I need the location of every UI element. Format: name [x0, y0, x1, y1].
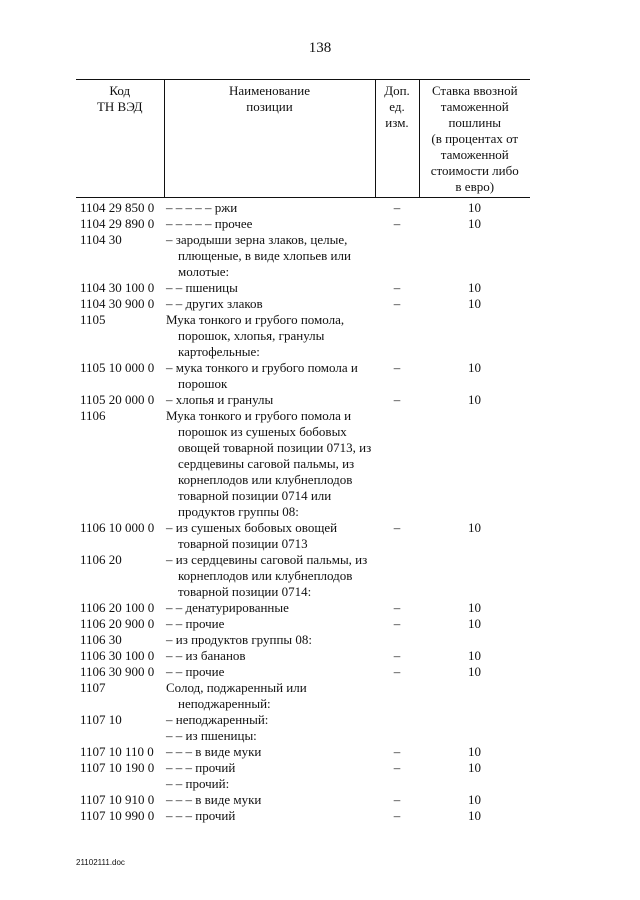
- row-unit: –: [393, 392, 401, 407]
- row-code: 1106 20 100 0: [80, 600, 155, 615]
- table-row: [76, 664, 530, 680]
- row-rate: 10: [468, 616, 481, 631]
- header-rate-line: стоимости либо: [430, 163, 519, 178]
- table-row: [76, 728, 530, 744]
- row-unit: –: [393, 744, 401, 759]
- row-name-text: – – прочие: [166, 616, 225, 631]
- row-name: [164, 712, 375, 728]
- table-row: [76, 744, 530, 760]
- row-unit: [375, 552, 419, 600]
- row-name: [164, 198, 375, 217]
- row-name-text: – – – – – ржи: [166, 200, 238, 215]
- row-code: [76, 728, 164, 744]
- row-name-text: – – – – – прочее: [166, 216, 253, 231]
- row-name: [164, 392, 375, 408]
- tariff-table: [76, 79, 530, 824]
- table-header: [76, 80, 530, 198]
- row-name: [164, 776, 375, 792]
- row-name-text: – из сушеных бобовых овощей товарной позиции 0713: [166, 520, 338, 551]
- row-unit: [375, 712, 419, 728]
- row-name-text: – – пшеницы: [166, 280, 238, 295]
- row-rate: 10: [468, 216, 481, 231]
- row-rate: [419, 408, 530, 520]
- table-row: [76, 312, 530, 360]
- row-name: [164, 744, 375, 760]
- row-name-text: – – денатурированные: [166, 600, 289, 615]
- row-name: [164, 632, 375, 648]
- header-rate-line: пошлины: [448, 115, 502, 130]
- row-unit: –: [393, 280, 401, 295]
- page-number: 138: [308, 40, 332, 56]
- row-name-text: – – прочий:: [166, 776, 230, 791]
- table-body: [76, 198, 530, 825]
- row-name-text: Солод, поджаренный или неподжаренный:: [166, 680, 307, 711]
- header-rate-line: (в процентах от: [431, 131, 519, 146]
- row-name-text: – хлопья и гранулы: [166, 392, 274, 407]
- header-code: [76, 80, 164, 198]
- row-name-text: Мука тонкого и грубого помола и порошок из сушеных бобовых овощей товарной позиции 0713, из сердцевины саговой пальмы, из корнеплодов или клубнеплодов товарной позиции 0714 или продуктов группы 08:: [166, 408, 372, 519]
- row-rate: 10: [468, 664, 481, 679]
- row-rate: 10: [468, 200, 481, 215]
- table-row: [76, 296, 530, 312]
- row-name: [164, 408, 375, 520]
- row-unit: [375, 408, 419, 520]
- table-row: [76, 632, 530, 648]
- header-name-line: позиции: [246, 99, 293, 114]
- row-name-text: – – из пшеницы:: [166, 728, 257, 743]
- row-name: [164, 648, 375, 664]
- header-rate-line: таможенной: [440, 147, 509, 162]
- row-rate: 10: [468, 648, 481, 663]
- row-name: [164, 792, 375, 808]
- row-code: 1107 10 990 0: [80, 808, 155, 823]
- row-code: 1106 10 000 0: [80, 520, 155, 535]
- footer-file-name: 21102111.doc: [76, 858, 125, 867]
- row-name-text: – – из бананов: [166, 648, 246, 663]
- row-name: [164, 520, 375, 552]
- table-row: [76, 392, 530, 408]
- table-row: [76, 648, 530, 664]
- row-unit: [375, 728, 419, 744]
- row-rate: [419, 232, 530, 280]
- row-name: [164, 808, 375, 824]
- table-row: [76, 792, 530, 808]
- row-name-text: – – других злаков: [166, 296, 263, 311]
- row-name: [164, 680, 375, 712]
- table-row: [76, 520, 530, 552]
- row-code: 1106 20 900 0: [80, 616, 155, 631]
- row-unit: –: [393, 760, 401, 775]
- table-row: [76, 232, 530, 280]
- row-rate: 10: [468, 280, 481, 295]
- row-code: 1107 10 110 0: [80, 744, 154, 759]
- row-code: 1107 10: [80, 712, 122, 727]
- table-row: [76, 198, 530, 217]
- header-unit-line: ед.: [389, 99, 405, 114]
- row-unit: –: [393, 808, 401, 823]
- row-rate: [419, 776, 530, 792]
- header-rate-line: Ставка ввозной: [431, 83, 518, 98]
- row-code: 1106 30: [80, 632, 122, 647]
- row-name-text: – мука тонкого и грубого помола и порошок: [166, 360, 358, 391]
- row-unit: –: [393, 200, 401, 215]
- row-unit: –: [393, 664, 401, 679]
- row-name: [164, 216, 375, 232]
- row-unit: –: [393, 520, 401, 535]
- table-row: [76, 216, 530, 232]
- row-unit: –: [393, 616, 401, 631]
- row-code: 1107: [80, 680, 106, 695]
- row-code: 1104 29 890 0: [80, 216, 155, 231]
- row-name: [164, 728, 375, 744]
- row-code: 1104 30: [80, 232, 122, 247]
- row-unit: –: [393, 216, 401, 231]
- row-code: 1104 30 900 0: [80, 296, 155, 311]
- header-unit-line: изм.: [385, 115, 409, 130]
- row-rate: 10: [468, 760, 481, 775]
- row-name: [164, 280, 375, 296]
- row-code: [76, 776, 164, 792]
- row-name: [164, 232, 375, 280]
- row-unit: –: [393, 360, 401, 375]
- row-unit: [375, 312, 419, 360]
- row-code: 1105 20 000 0: [80, 392, 155, 407]
- row-code: 1106: [80, 408, 106, 423]
- table-row: [76, 680, 530, 712]
- row-name-text: – из сердцевины саговой пальмы, из корнеплодов или клубнеплодов товарной позиции 0714:: [166, 552, 368, 599]
- header-unit: [375, 80, 419, 198]
- row-name: [164, 616, 375, 632]
- row-code: 1105: [80, 312, 106, 327]
- row-name-text: – неподжаренный:: [166, 712, 269, 727]
- header-name-line: Наименование: [229, 83, 310, 98]
- table-row: [76, 808, 530, 824]
- row-name-text: – – – в виде муки: [166, 744, 262, 759]
- row-rate: 10: [468, 808, 481, 823]
- header-name: [164, 80, 375, 198]
- table-row: [76, 280, 530, 296]
- row-rate: [419, 552, 530, 600]
- table-row: [76, 360, 530, 392]
- row-code: 1106 20: [80, 552, 122, 567]
- row-rate: 10: [468, 744, 481, 759]
- row-unit: [375, 632, 419, 648]
- header-rate-line: таможенной: [440, 99, 509, 114]
- row-rate: 10: [468, 360, 481, 375]
- row-name: [164, 600, 375, 616]
- row-unit: [375, 776, 419, 792]
- row-rate: 10: [468, 792, 481, 807]
- row-unit: –: [393, 296, 401, 311]
- header-rate-line: в евро): [455, 179, 495, 194]
- row-name: [164, 760, 375, 776]
- table-row: [76, 616, 530, 632]
- row-unit: –: [393, 648, 401, 663]
- row-code: 1106 30 100 0: [80, 648, 155, 663]
- row-name: [164, 296, 375, 312]
- table-row: [76, 760, 530, 776]
- table-row: [76, 552, 530, 600]
- header-code-line: ТН ВЭД: [96, 99, 143, 114]
- row-name-text: – – – прочий: [166, 808, 236, 823]
- row-unit: –: [393, 600, 401, 615]
- row-unit: [375, 232, 419, 280]
- row-code: 1106 30 900 0: [80, 664, 155, 679]
- row-rate: 10: [468, 600, 481, 615]
- row-name-text: – – – прочий: [166, 760, 236, 775]
- row-code: 1105 10 000 0: [80, 360, 155, 375]
- table-row: [76, 408, 530, 520]
- row-code: 1104 29 850 0: [80, 200, 155, 215]
- row-name-text: – – прочие: [166, 664, 225, 679]
- header-rate: [419, 80, 530, 198]
- table-row: [76, 600, 530, 616]
- row-code: 1107 10 910 0: [80, 792, 155, 807]
- row-rate: [419, 712, 530, 728]
- row-rate: [419, 680, 530, 712]
- row-name: [164, 552, 375, 600]
- table-row: [76, 712, 530, 728]
- row-name: [164, 360, 375, 392]
- row-name-text: – из продуктов группы 08:: [166, 632, 313, 647]
- row-unit: –: [393, 792, 401, 807]
- row-rate: [419, 312, 530, 360]
- row-name: [164, 312, 375, 360]
- row-name: [164, 664, 375, 680]
- table-row: [76, 776, 530, 792]
- row-code: 1107 10 190 0: [80, 760, 155, 775]
- row-rate: [419, 728, 530, 744]
- row-rate: [419, 632, 530, 648]
- row-name-text: – зародыши зерна злаков, целые, плющеные, в виде хлопьев или молотые:: [166, 232, 351, 279]
- row-code: 1104 30 100 0: [80, 280, 155, 295]
- row-unit: [375, 680, 419, 712]
- header-unit-line: Доп.: [384, 83, 410, 98]
- row-rate: 10: [468, 296, 481, 311]
- row-name-text: Мука тонкого и грубого помола, порошок, хлопья, гранулы картофельные:: [166, 312, 345, 359]
- row-name-text: – – – в виде муки: [166, 792, 262, 807]
- row-rate: 10: [468, 392, 481, 407]
- row-rate: 10: [468, 520, 481, 535]
- header-code-line: Код: [109, 83, 131, 98]
